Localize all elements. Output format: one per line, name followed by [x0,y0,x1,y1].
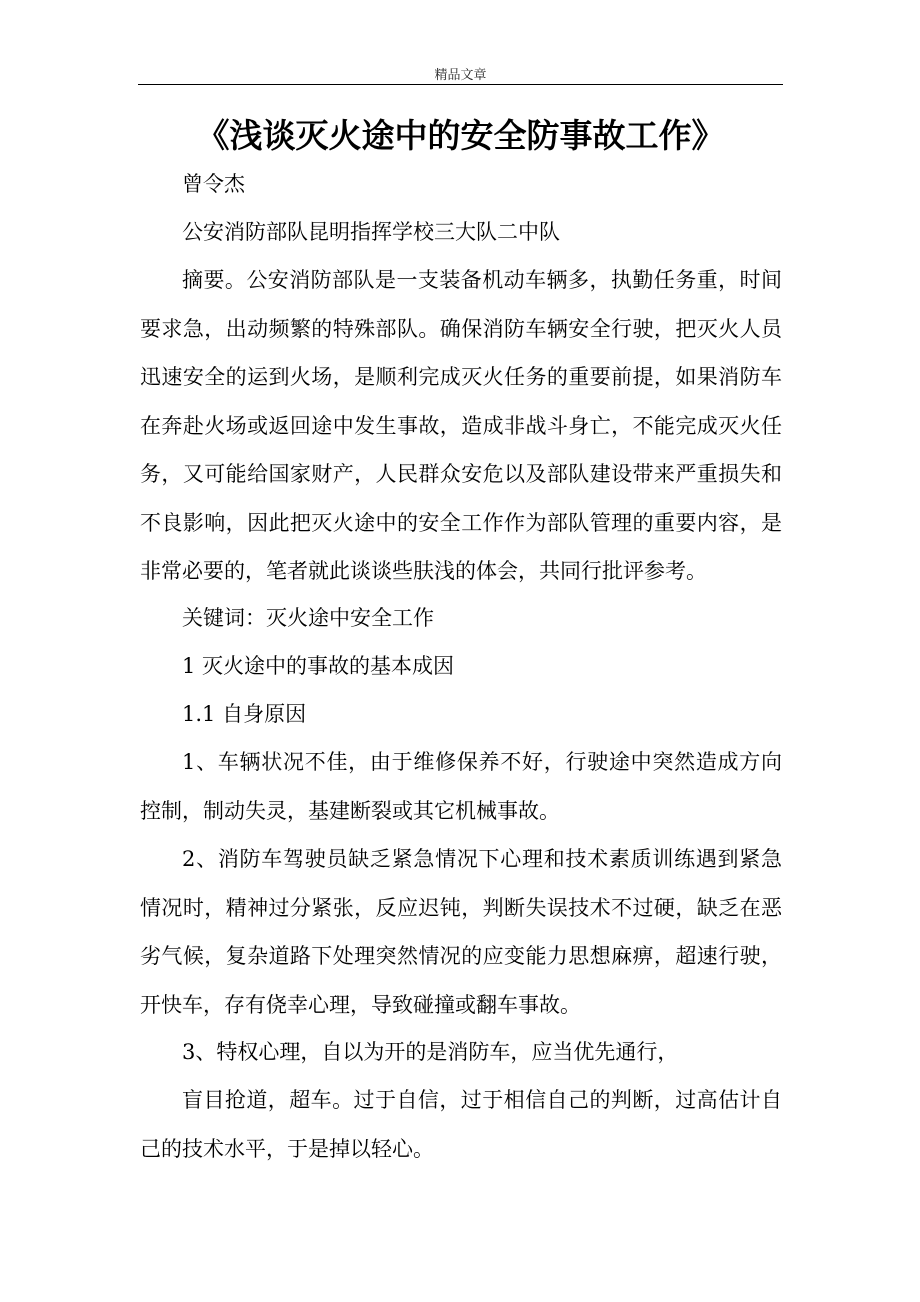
document-title: 《浅谈灭火途中的安全防事故工作》 [196,116,725,155]
keywords: 关键词：灭火途中安全工作 [182,606,434,630]
section-heading-1: 1 灭火途中的事故的基本成因 [182,654,455,678]
list-item-2: 2、消防车驾驶员缺乏紧急情况下心理和技术素质训练遇到紧急情况时，精神过分紧张，反应迟钝，判断失误技术不过硬，缺乏在恶劣气候，复杂道路下处理突然情况的应变能力思想麻痹，超速行驶，开快车，存有侥幸心理，导致碰撞或翻车事故。 [140,847,782,1017]
list-item-3: 3、特权心理，自以为开的是消防车，应当优先通行， [182,1040,679,1064]
list-item-3-continued: 盲目抢道，超车。过于自信，过于相信自己的判断，过高估计自己的技术水平，于是掉以轻心。 [140,1088,782,1161]
subsection-heading-1-1: 1.1 自身原因 [182,702,307,726]
author: 曾令杰 [182,172,245,196]
page-header: 精品文章 [434,68,487,83]
list-item-1: 1、车辆状况不佳，由于维修保养不好，行驶途中突然造成方向控制，制动失灵，基建断裂或其它机械事故。 [140,750,782,823]
header-divider [138,84,783,85]
abstract-paragraph: 摘要。公安消防部队是一支装备机动车辆多，执勤任务重，时间要求急，出动频繁的特殊部队。确保消防车辆安全行驶，把灭火人员迅速安全的运到火场，是顺利完成灭火任务的重要前提，如果消防车在奔赴火场或返回途中发生事故，造成非战斗身亡，不能完成灭火任务，又可能给国家财产，人民群众安危以及部队建设带来严重损失和不良影响，因此把灭火途中的安全工作作为部队管理的重要内容，是非常必要的，笔者就此谈谈些肤浅的体会，共同行批评参考。 [140,268,782,583]
affiliation: 公安消防部队昆明指挥学校三大队二中队 [182,220,560,244]
